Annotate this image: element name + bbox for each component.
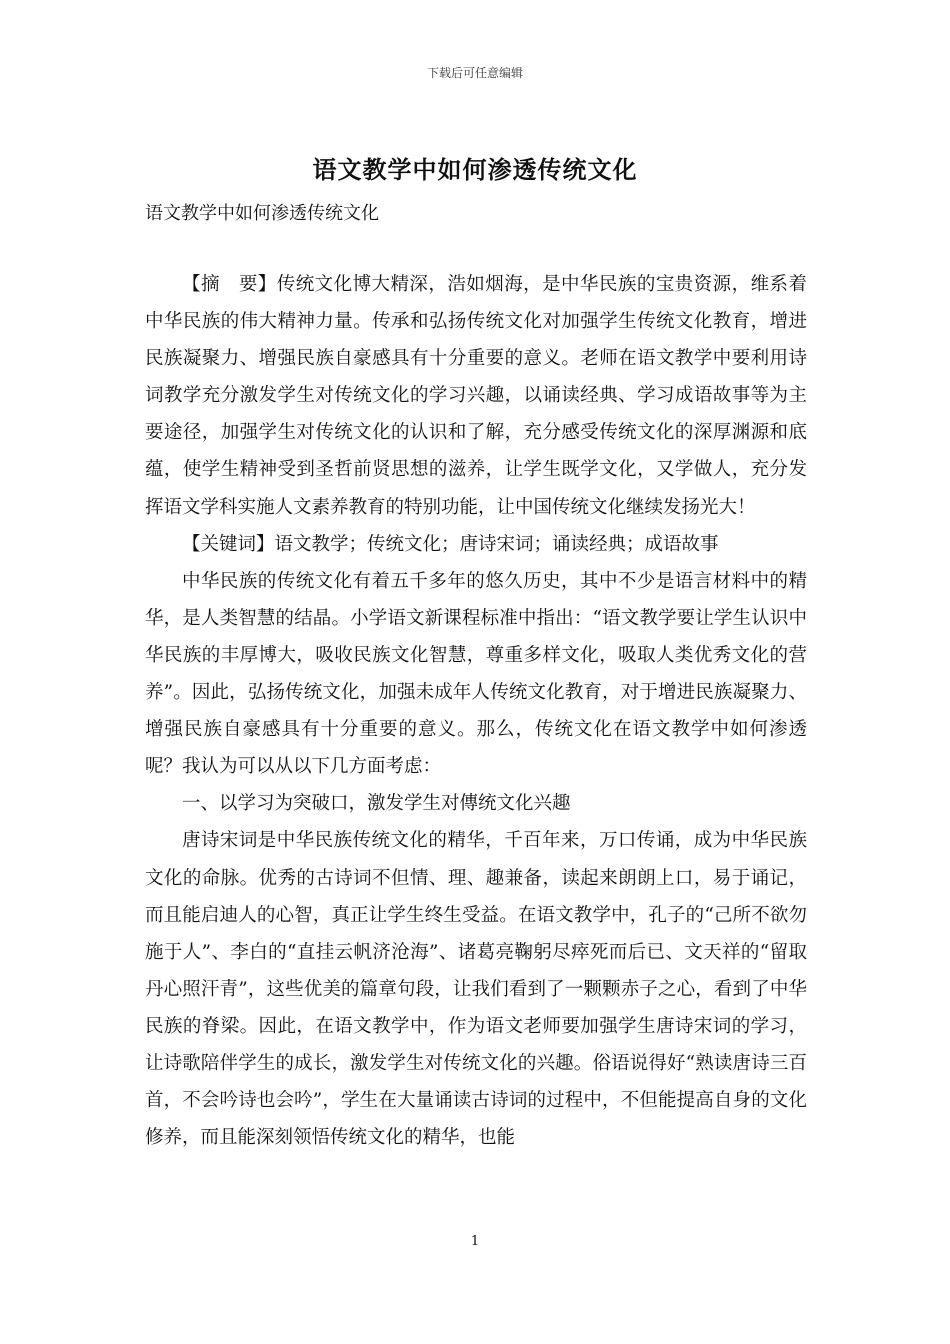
keywords-paragraph: 【关键词】语文教学；传统文化；唐诗宋词；诵读经典；成语故事 — [182, 533, 719, 555]
abstract-paragraph: 【摘 要】传统文化博大精深，浩如烟海，是中华民族的宝贵资源，维系着中华民族的伟大精神力量。传承和弘扬传统文化对加强学生传统文化教育，增进民族凝聚力、增强民族自豪感具有十分重要的意义。老师在语文教学中要利用诗词教学充分激发学生对传统文化的学习兴趣，以诵读经典、学习成语故事等为主要途径，加强学生对传统文化的认识和了解，充分感受传统文化的深厚渊源和底蕴，使学生精神受到圣哲前贤思想的滋养，让学生既学文化，又学做人，充分发挥语文学科实施人文素养教育的特别功能，让中国传统文化继续发扬光大！ — [145, 274, 807, 518]
intro-paragraph: 中华民族的传统文化有着五千多年的悠久历史，其中不少是语言材料中的精华，是人类智慧的结晶。小学语文新课程标准中指出：“语文教学要让学生认识中华民族的丰厚博大，吸收民族文化智慧，尊重多样文化，吸取人类优秀文化的营养”。因此，弘扬传统文化，加强未成年人传统文化教育，对于增进民族凝聚力、增强民族自豪感具有十分重要的意义。那么，传统文化在语文教学中如何渗透呢？我认为可以从以下几方面考虑： — [145, 570, 807, 778]
page-header: 下载后可任意编辑 — [426, 66, 523, 80]
document-subtitle: 语文教学中如何渗透传统文化 — [145, 203, 379, 224]
page-number: 1 — [470, 1234, 480, 1249]
document-title: 语文教学中如何渗透传统文化 — [312, 155, 638, 184]
section-paragraph: 唐诗宋词是中华民族传统文化的精华，千百年来，万口传诵，成为中华民族文化的命脉。优秀的古诗词不但情、理、趣兼备，读起来朗朗上口，易于诵记，而且能启迪人的心智，真正让学生终生受益。在语文教学中，孔子的“己所不欲勿施于人”、李白的“直挂云帆济沧海”、诸葛亮鞠躬尽瘁死而后已、文天祥的“留取丹心照汗青”，这些优美的篇章句段，让我们看到了一颗颗赤子之心，看到了中华民族的脊梁。因此，在语文教学中，作为语文老师要加强学生唐诗宋词的学习，让诗歌陪伴学生的成长，激发学生对传统文化的兴趣。俗语说得好“熟读唐诗三百首，不会吟诗也会吟”，学生在大量诵读古诗词的过程中，不但能提高自身的文化修养，而且能深刻领悟传统文化的精华，也能 — [145, 830, 807, 1149]
document-body — [145, 266, 807, 1156]
section-heading: 一、以学习为突破口，激发学生对傳统文化兴趣 — [182, 793, 571, 815]
